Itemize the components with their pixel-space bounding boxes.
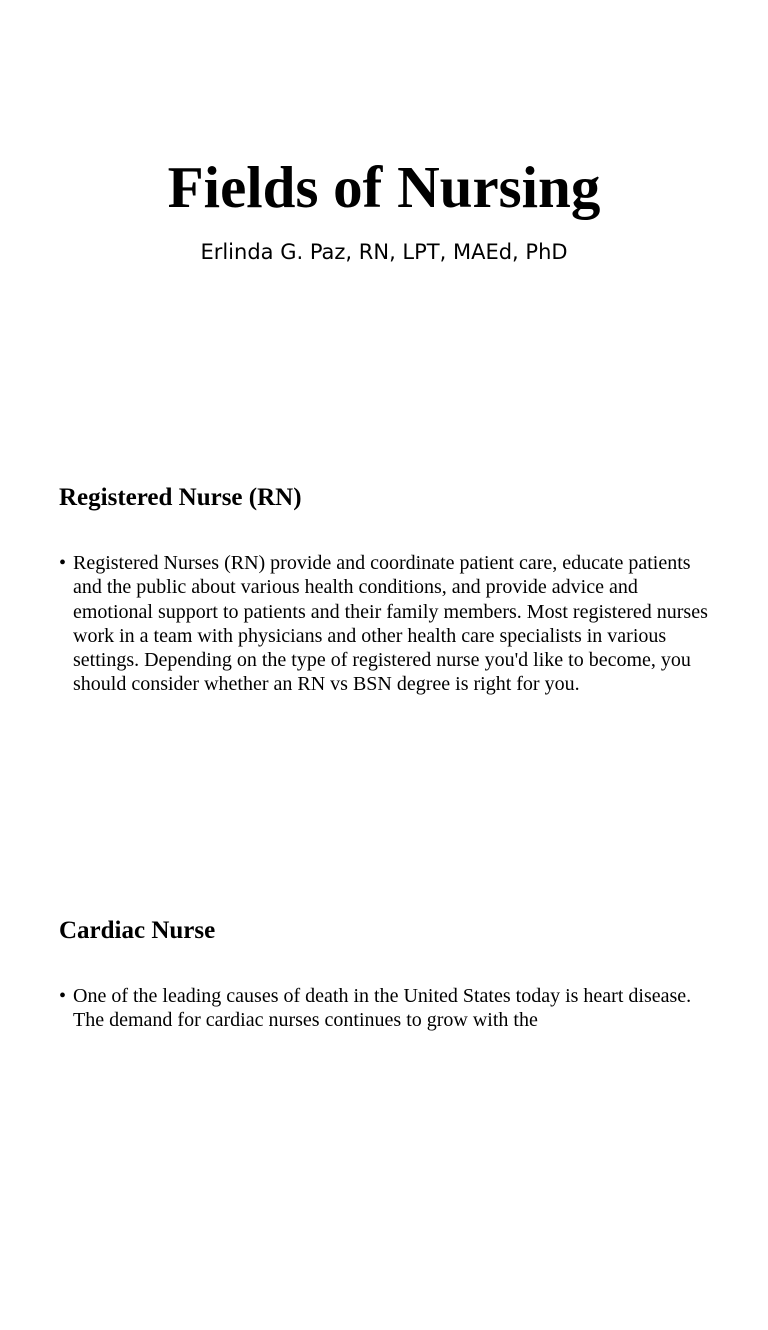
- bullet-item: [59, 551, 719, 697]
- slide-heading: Registered Nurse (RN): [59, 484, 302, 511]
- bullet-mark: •: [59, 985, 67, 1007]
- presentation-author: Erlinda G. Paz, RN, LPT, MAEd, PhD: [200, 240, 568, 264]
- slide-heading: Cardiac Nurse: [59, 917, 216, 944]
- title-slide: [0, 0, 768, 432]
- bullet-text: One of the leading causes of death in the United States today is heart disease. The demand for cardiac nurses continues to grow with the: [73, 985, 692, 1032]
- bullet-mark: •: [59, 552, 67, 574]
- slide-registered-nurse: [0, 465, 768, 897]
- presentation-title: Fields of Nursing: [167, 154, 601, 220]
- bullet-text: Registered Nurses (RN) provide and coordinate patient care, educate patients and the public about various health conditions, and provide advice and emotional support to patients and their family members. Most registered nurses work in a team with physicians and other health care specialists in various settings. Depending on the type of registered nurse you'd like to become, you should consider whether an RN vs BSN degree is right for you.: [73, 552, 708, 696]
- bullet-item: [59, 984, 719, 1033]
- slide-cardiac-nurse: [0, 898, 768, 1330]
